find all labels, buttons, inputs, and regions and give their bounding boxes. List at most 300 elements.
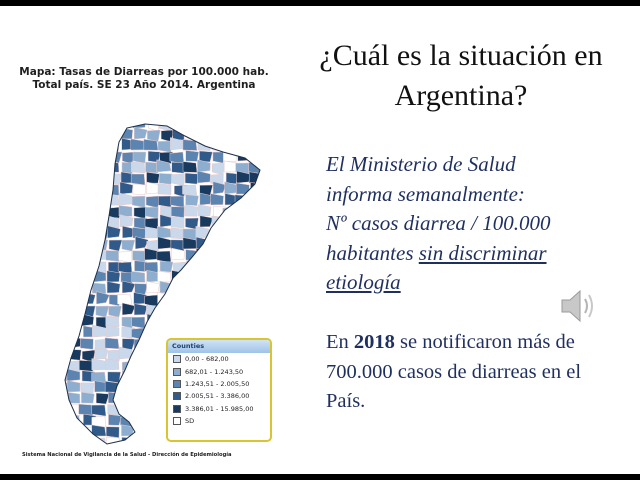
map-region	[55, 128, 67, 139]
map-region	[146, 369, 159, 381]
map-region	[252, 129, 265, 140]
map-region	[122, 303, 135, 315]
map-region	[67, 195, 80, 206]
map-region	[67, 262, 80, 274]
map-region	[172, 118, 185, 129]
map-region	[131, 436, 145, 447]
map-region	[251, 251, 264, 263]
map-region	[92, 138, 106, 150]
map-region	[198, 118, 211, 128]
map-region	[81, 151, 94, 162]
map-region	[66, 127, 80, 139]
map-region	[238, 139, 251, 150]
map-region	[157, 251, 171, 263]
map-region	[118, 405, 132, 416]
map-region	[200, 303, 213, 315]
map-region	[224, 240, 237, 251]
map-region	[66, 216, 80, 227]
map-region	[57, 185, 70, 197]
map-region	[170, 293, 184, 304]
map-region	[238, 149, 251, 161]
map-region	[235, 130, 249, 142]
map-region	[252, 204, 265, 216]
map-region	[223, 118, 236, 128]
map-region	[252, 240, 265, 251]
map-region	[108, 372, 121, 383]
map-region	[92, 405, 106, 416]
map-region	[109, 240, 122, 251]
map-region	[69, 237, 82, 249]
map-region	[69, 141, 82, 152]
map-region	[55, 391, 68, 403]
map-region	[248, 216, 262, 227]
map-region	[210, 130, 223, 142]
map-region	[161, 326, 174, 337]
map-region	[222, 273, 236, 285]
map-region	[170, 305, 184, 316]
map-region	[183, 295, 197, 307]
map-region	[199, 293, 212, 304]
map-region	[55, 227, 67, 238]
map-region	[66, 303, 80, 315]
map-region	[209, 305, 223, 316]
map-region	[106, 250, 119, 261]
map-region	[248, 150, 262, 161]
map-region	[265, 271, 275, 282]
map-region	[119, 251, 132, 263]
map-region	[133, 251, 146, 262]
map-region	[160, 261, 173, 272]
map-region	[134, 361, 147, 373]
map-region	[79, 215, 93, 227]
map-region	[222, 325, 236, 337]
map-region	[144, 383, 158, 395]
map-region	[106, 427, 119, 438]
map-region	[264, 259, 275, 271]
map-region	[248, 194, 262, 205]
map-region	[249, 303, 262, 315]
map-region	[223, 141, 236, 153]
map-region	[108, 414, 121, 425]
map-region	[93, 172, 106, 183]
map-region	[158, 237, 171, 249]
map-region	[236, 218, 249, 230]
map-region	[171, 196, 184, 207]
map-region	[57, 326, 70, 337]
info-line1: El Ministerio de Salud	[326, 152, 516, 176]
map-credit: Sistema Nacional de Vigilancia de la Salud - Dirección de Epidemiología	[22, 452, 232, 458]
map-region	[79, 184, 93, 195]
map-region	[171, 174, 184, 186]
map-region	[186, 271, 199, 282]
legend-item	[168, 403, 270, 415]
map-region	[261, 315, 275, 326]
map-region	[67, 171, 80, 183]
map-region	[158, 196, 171, 207]
map-region	[211, 327, 224, 338]
info-line4	[326, 239, 626, 269]
map-region	[55, 306, 67, 317]
map-region	[250, 271, 263, 282]
map-region	[261, 207, 275, 218]
legend-items	[168, 353, 270, 427]
map-region	[236, 183, 249, 194]
map-region	[196, 226, 210, 238]
map-region	[211, 261, 224, 272]
legend-item	[168, 415, 270, 427]
map-region	[131, 402, 145, 414]
map-region	[148, 414, 161, 425]
map-region	[209, 273, 223, 284]
map-region	[197, 171, 210, 183]
map-region	[81, 435, 94, 447]
map-region	[148, 404, 161, 415]
map-region	[57, 404, 70, 415]
map-region	[263, 327, 275, 338]
map-region	[120, 381, 133, 392]
map-region	[131, 139, 145, 150]
map-region	[185, 173, 198, 184]
map-region	[83, 118, 96, 129]
map-region	[82, 206, 95, 217]
map-region	[261, 172, 275, 183]
para-rest: se notificaron más de 700.000 casos de diarreas en el País.	[326, 331, 582, 412]
map-region	[55, 273, 67, 285]
map-region	[239, 303, 252, 315]
map-region	[93, 119, 106, 130]
map-region	[122, 437, 135, 448]
map-region	[147, 338, 160, 349]
map-region	[262, 240, 275, 251]
map-region	[133, 370, 146, 381]
map-region	[239, 228, 252, 239]
map-region	[197, 130, 210, 141]
legend-label: 682,01 - 1.243,50	[185, 367, 244, 376]
map-region	[200, 284, 213, 296]
map-region	[66, 271, 80, 282]
legend-swatch	[173, 355, 181, 363]
map-region	[210, 118, 223, 128]
para-start: En	[326, 331, 349, 353]
map-region	[157, 226, 171, 238]
map-region	[57, 173, 70, 184]
map-region	[56, 349, 69, 360]
map-region	[55, 438, 67, 449]
map-region	[147, 427, 160, 439]
map-region	[145, 393, 158, 404]
map-region	[68, 317, 81, 329]
map-region	[132, 317, 145, 328]
map-region	[210, 295, 223, 306]
map-region	[145, 207, 158, 218]
legend-item	[168, 378, 270, 390]
legend-swatch	[173, 405, 181, 413]
map-region	[146, 196, 159, 208]
map-region	[133, 184, 146, 195]
map-region	[80, 229, 93, 241]
map-region	[134, 339, 147, 350]
legend-label: 3.386,01 - 15.985,00	[185, 404, 254, 413]
map-region	[210, 284, 223, 295]
map-region	[223, 207, 236, 219]
legend-item	[168, 390, 270, 402]
map-region	[68, 206, 81, 217]
map-region	[70, 295, 83, 307]
map-region	[68, 118, 81, 129]
map-region	[96, 292, 109, 304]
map-region	[81, 392, 94, 403]
map-region	[118, 262, 132, 274]
map-region	[120, 391, 133, 403]
map-region	[132, 196, 145, 208]
map-region	[55, 138, 67, 150]
map-region	[57, 294, 70, 305]
map-region	[68, 349, 81, 360]
map-region	[80, 259, 93, 271]
map-region	[80, 338, 93, 349]
map-region	[212, 216, 225, 227]
map-region	[147, 314, 160, 326]
map-region	[198, 273, 211, 285]
map-region	[198, 316, 211, 327]
map-region	[68, 438, 81, 450]
map-region	[147, 281, 160, 293]
map-region	[237, 295, 250, 307]
map-region	[132, 271, 145, 282]
map-region	[56, 427, 69, 438]
map-region	[226, 315, 239, 326]
map-region	[67, 325, 80, 337]
map-region	[81, 174, 94, 186]
map-region	[55, 237, 67, 249]
legend-swatch	[173, 392, 181, 400]
map-region	[105, 161, 119, 172]
map-region	[226, 262, 239, 273]
map-region	[68, 229, 81, 241]
map-region	[83, 139, 96, 150]
map-region	[187, 326, 200, 337]
map-region	[252, 294, 265, 305]
map-region	[173, 315, 186, 326]
map-region	[265, 161, 275, 172]
map-region	[261, 130, 275, 141]
map-region	[238, 207, 251, 218]
map-region	[55, 317, 68, 329]
map-region	[185, 306, 198, 318]
map-region	[171, 228, 184, 239]
map-region	[186, 150, 199, 161]
map-region	[68, 250, 81, 261]
slide-title	[282, 36, 640, 116]
map-region	[158, 141, 171, 152]
map-region	[79, 404, 93, 415]
map-region	[93, 184, 106, 195]
map-region	[148, 348, 161, 359]
map-region	[147, 328, 160, 339]
map-region	[224, 161, 237, 172]
map-region	[238, 237, 251, 249]
map-region	[235, 262, 249, 274]
map-region	[159, 173, 172, 184]
map-region	[93, 193, 106, 205]
map-region	[250, 118, 263, 128]
map-region	[184, 118, 197, 128]
map-region	[211, 251, 224, 263]
legend-title: Counties	[168, 340, 270, 353]
map-region	[82, 272, 95, 283]
map-region	[262, 284, 275, 296]
map-region	[82, 161, 95, 172]
map-region	[183, 162, 197, 173]
info-line4-b: sin discriminar	[418, 240, 547, 265]
notification-paragraph	[326, 328, 622, 417]
map-region	[122, 240, 135, 251]
map-region	[131, 174, 145, 185]
map-region	[160, 314, 173, 326]
map-region	[222, 306, 236, 318]
info-line4-a: habitantes	[326, 240, 414, 265]
map-region	[248, 259, 262, 271]
map-region	[251, 282, 264, 293]
map-region	[95, 348, 108, 359]
map-region	[198, 140, 211, 151]
map-region	[94, 218, 107, 229]
map-region	[70, 284, 83, 296]
info-line3: Nº casos diarrea / 100.000	[326, 211, 551, 235]
map-region	[185, 281, 198, 293]
map-region	[96, 393, 109, 404]
map-region	[158, 271, 171, 282]
map-region	[248, 141, 262, 153]
map-region	[238, 273, 251, 285]
map-region	[66, 427, 80, 438]
map-region	[55, 339, 67, 350]
map-region	[107, 130, 120, 142]
map-region	[55, 282, 67, 293]
map-region	[235, 314, 249, 326]
map-region	[94, 161, 107, 172]
map-region	[198, 205, 211, 216]
map-region	[133, 152, 146, 163]
speaker-icon[interactable]	[556, 286, 600, 326]
map-region	[55, 194, 67, 205]
map-region	[68, 182, 81, 194]
slide	[0, 6, 640, 474]
map-region	[224, 295, 237, 307]
map-region	[187, 261, 200, 272]
map-region	[55, 416, 67, 427]
map-region	[239, 284, 252, 295]
map-region	[55, 152, 67, 163]
map-region	[55, 260, 67, 271]
map-region	[185, 205, 198, 216]
map-legend	[166, 338, 272, 442]
map-region	[133, 227, 146, 238]
map-region	[131, 162, 145, 173]
map-region	[213, 240, 226, 252]
map-region	[96, 306, 109, 317]
map-region	[197, 261, 210, 272]
map-region	[147, 172, 160, 183]
map-region	[134, 304, 147, 315]
map-region	[250, 182, 263, 194]
map-region	[80, 249, 93, 260]
legend-item	[168, 353, 270, 365]
legend-label: 1.243,51 - 2.005,50	[185, 379, 250, 388]
map-region	[261, 195, 275, 206]
map-region	[120, 182, 133, 194]
map-region	[55, 160, 68, 172]
map-region	[96, 152, 109, 163]
map-region	[105, 140, 119, 151]
map-region	[184, 128, 197, 139]
map-region	[105, 118, 119, 129]
map-region	[67, 380, 80, 392]
map-region	[238, 249, 251, 260]
map-region	[82, 240, 95, 252]
map-region	[93, 129, 106, 140]
map-region	[134, 207, 147, 219]
map-region	[134, 127, 147, 139]
map-region	[135, 349, 148, 360]
map-region	[158, 184, 171, 195]
map-region	[161, 305, 174, 316]
map-region	[251, 226, 264, 238]
map-region	[223, 216, 236, 227]
map-region	[147, 182, 160, 194]
map-region	[222, 229, 236, 240]
map-region	[82, 130, 95, 141]
map-region	[211, 194, 224, 205]
map-region	[264, 182, 275, 194]
map-region	[55, 250, 67, 261]
slide-title-line2: Argentina?	[394, 79, 528, 112]
map-region	[109, 306, 122, 317]
legend-item	[168, 365, 270, 377]
map-region	[145, 437, 158, 448]
map-region	[95, 204, 108, 216]
map-region	[171, 207, 184, 218]
legend-swatch	[173, 368, 181, 376]
map-title-line2: Total país. SE 23 Año 2014. Argentina	[32, 79, 256, 91]
map-region	[262, 306, 275, 318]
map-region	[133, 392, 146, 403]
legend-label: 2.005,51 - 3.386,00	[185, 392, 250, 401]
map-region	[171, 217, 184, 228]
map-region	[212, 163, 225, 175]
map-region	[265, 248, 275, 260]
map-region	[261, 292, 275, 304]
map-region	[223, 282, 236, 293]
map-region	[55, 118, 68, 128]
map-region	[144, 139, 158, 150]
map-region	[79, 360, 93, 371]
map-region	[183, 317, 197, 329]
map-region	[263, 119, 275, 130]
map-region	[211, 227, 224, 238]
map-region	[213, 316, 226, 327]
map-region	[265, 218, 275, 230]
map-region	[105, 338, 119, 349]
legend-swatch	[173, 417, 181, 425]
map-region	[135, 383, 148, 395]
ministry-info	[326, 150, 626, 298]
map-region	[81, 196, 94, 208]
para-year: 2018	[353, 331, 395, 353]
legend-label: SD	[185, 417, 195, 426]
map-region	[119, 193, 132, 205]
map-region	[200, 216, 213, 227]
